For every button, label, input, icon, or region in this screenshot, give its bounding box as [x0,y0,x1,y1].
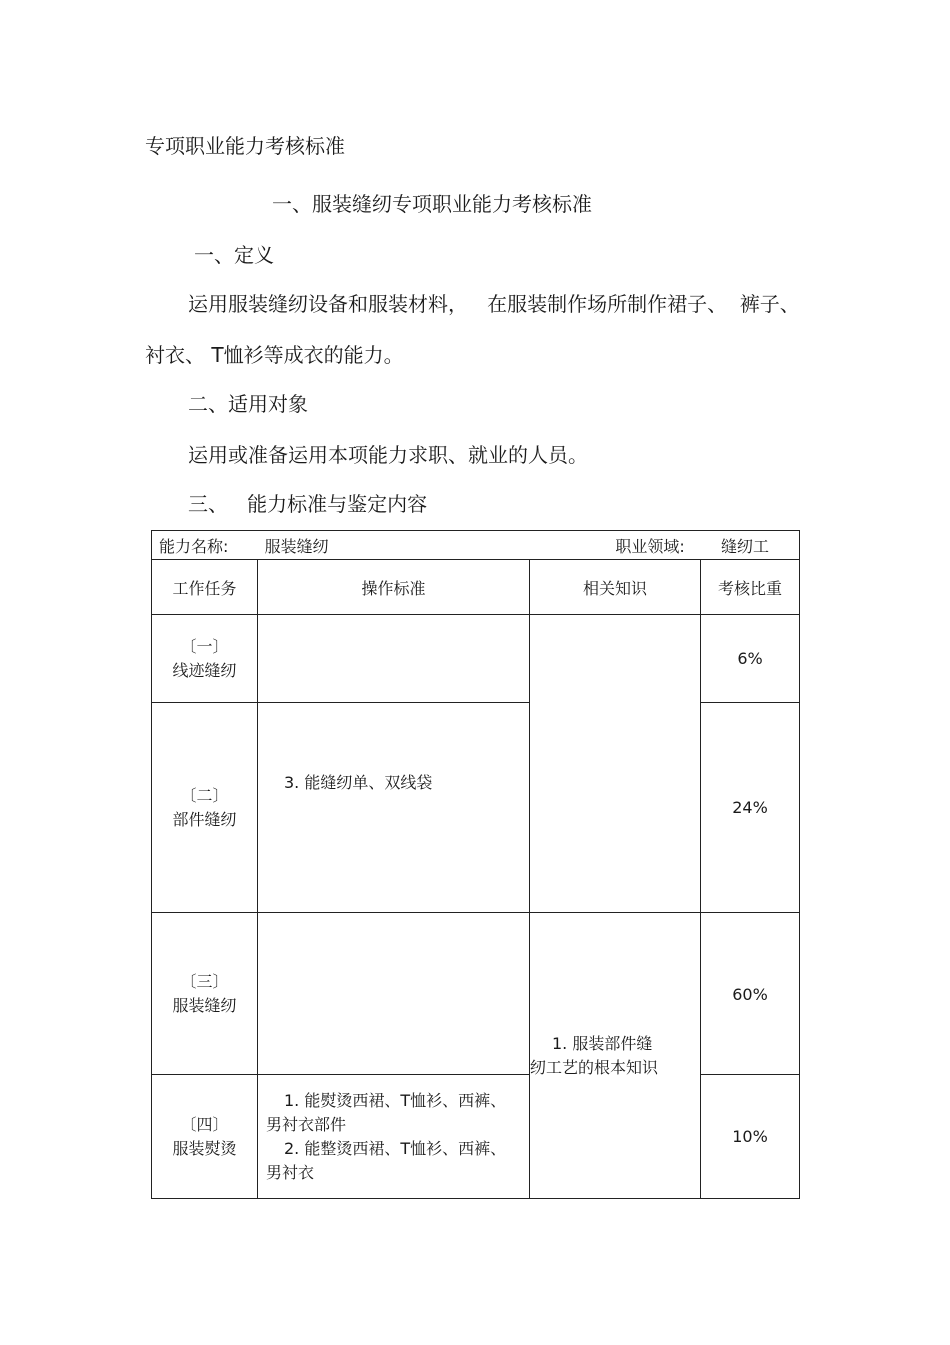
definition-text-line2: 衬衣、 T恤衫等成衣的能力。 [145,343,404,367]
task-name: 线迹缝纫 [172,660,237,680]
table-row [152,703,800,913]
ops-cell [258,703,530,913]
weight-cell: 10% [701,1075,800,1199]
knowledge-line1: 1. 服装部件缝 [552,1033,653,1053]
ops-item-1-line1: 1. 能熨烫西裙、T恤衫、西裤、 [284,1090,507,1110]
col-header-knowledge: 相关知识 [530,560,701,615]
col-header-ops: 操作标准 [258,560,530,615]
weight-cell: 6% [701,615,800,703]
standard-table [151,530,800,1199]
ability-header-row [152,531,800,560]
field-group [615,534,769,557]
heading-standard: 三、 能力标准与鉴定内容 [188,492,428,516]
task-cell [152,913,258,1075]
heading-target: 二、适用对象 [188,392,308,416]
table-row [152,615,800,703]
section-title: 一、服装缝纫专项职业能力考核标准 [272,192,592,216]
task-number: 〔二〕 [180,785,229,805]
col-header-task: 工作任务 [152,560,258,615]
task-cell [152,615,258,703]
task-name: 部件缝纫 [172,809,237,829]
ops-item-2-line2: 男衬衣 [266,1162,315,1182]
knowledge-cell [530,913,701,1199]
ability-header-cell [152,531,800,560]
ops-cell [258,913,530,1075]
weight-cell: 24% [701,703,800,913]
task-number: 〔一〕 [180,636,229,656]
task-name: 服装缝纫 [172,995,237,1015]
target-text: 运用或准备运用本项能力求职、就业的人员。 [188,443,588,467]
ops-item-2-line1: 2. 能整烫西裙、T恤衫、西裤、 [284,1138,507,1158]
field-label: 职业领域: [615,536,685,556]
field-value: 缝纫工 [721,536,770,556]
ops-cell [258,1075,530,1199]
weight-cell: 60% [701,913,800,1075]
ability-label: 能力名称: [159,536,229,556]
task-cell [152,1075,258,1199]
ability-value: 服装缝纫 [264,536,329,556]
task-number: 〔三〕 [180,971,229,991]
col-header-weight: 考核比重 [701,560,800,615]
definition-text-line1: 运用服装缝纫设备和服装材料， 在服装制作场所制作裙子、 裤子、 [188,292,800,316]
ops-list [258,1081,529,1193]
page-title: 专项职业能力考核标准 [145,134,345,158]
task-name: 服装熨烫 [172,1138,237,1158]
table-row [152,913,800,1075]
ops-item: 3. 能缝纫单、双线袋 [284,773,433,792]
knowledge-cell-empty [530,615,701,913]
ops-item-1-line2: 男衬衣部件 [266,1114,347,1134]
column-header-row [152,560,800,615]
knowledge-line2: 纫工艺的根本知识 [530,1057,659,1077]
task-cell [152,703,258,913]
table-row [152,1075,800,1199]
ops-cell [258,615,530,703]
task-number: 〔四〕 [180,1114,229,1134]
heading-definition: 一、定义 [194,243,274,267]
ability-name-group [159,534,329,557]
